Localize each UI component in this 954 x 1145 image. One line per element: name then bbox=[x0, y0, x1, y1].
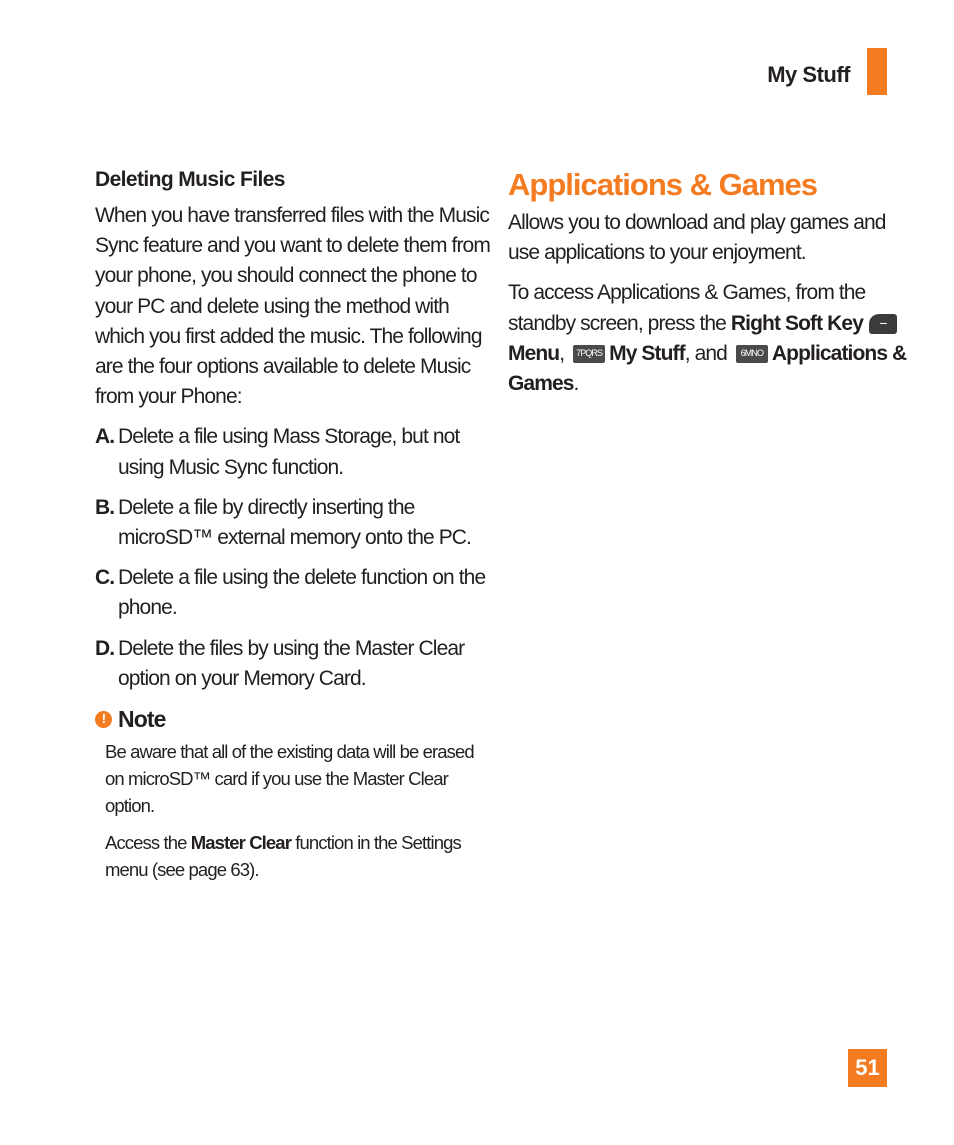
instr-text: , and bbox=[684, 341, 732, 365]
note-text: Access the bbox=[105, 832, 191, 854]
option-b bbox=[95, 493, 495, 553]
note-heading bbox=[95, 704, 495, 734]
option-d bbox=[95, 634, 495, 694]
option-label: D. bbox=[95, 636, 115, 660]
instr-text: , bbox=[559, 341, 570, 365]
option-text: Delete a file by directly inserting the microSD™ external memory onto the PC. bbox=[118, 495, 471, 550]
note-body bbox=[95, 738, 495, 883]
key-6-icon: 6MNO bbox=[736, 345, 768, 363]
deleting-music-heading: Deleting Music Files bbox=[95, 168, 285, 191]
applications-games-term: Applications & Games bbox=[508, 341, 907, 396]
page-number: 51 bbox=[848, 1049, 887, 1087]
right-soft-key-term: Right Soft Key bbox=[730, 311, 863, 335]
section-accent-bar bbox=[867, 48, 887, 95]
note-paragraph-2 bbox=[105, 829, 495, 883]
option-label: A. bbox=[95, 425, 115, 449]
my-stuff-term: My Stuff bbox=[609, 341, 685, 365]
master-clear-term: Master Clear bbox=[190, 832, 291, 854]
exclamation-icon: ! bbox=[95, 711, 112, 728]
option-label: B. bbox=[95, 495, 115, 519]
access-instructions bbox=[508, 278, 908, 399]
note-paragraph-1: Be aware that all of the existing data will be erased on microSD™ card if you use the Master Clear option. bbox=[105, 741, 474, 817]
instr-text: . bbox=[573, 372, 579, 396]
note-text: function in the Settings menu (see page 63). bbox=[105, 832, 461, 881]
applications-games-heading: Applications & Games bbox=[508, 167, 818, 202]
option-label: C. bbox=[95, 566, 115, 590]
option-text: Delete the files by using the Master Clear option on your Memory Card. bbox=[118, 636, 465, 690]
instr-text: To access Applications & Games, from the standby screen, press the bbox=[508, 281, 866, 335]
left-column bbox=[95, 164, 495, 893]
option-a bbox=[95, 422, 495, 482]
intro-paragraph: When you have transferred files with the Music Sync feature and you want to delete them from your phone, you should connect the phone to your PC and delete using the method with which you first added the music. The following are the four options available to delete Music from your Phone: bbox=[95, 204, 490, 409]
option-c bbox=[95, 563, 495, 623]
note-title: Note bbox=[118, 706, 166, 733]
menu-term: Menu bbox=[508, 341, 560, 365]
key-7-icon: 7PQRS bbox=[573, 345, 605, 363]
option-text: Delete a file using Mass Storage, but not using Music Sync function. bbox=[118, 425, 460, 479]
description-paragraph: Allows you to download and play games and use applications to your enjoyment. bbox=[508, 211, 886, 265]
option-text: Delete a file using the delete function on the phone. bbox=[118, 566, 486, 620]
right-column bbox=[508, 166, 908, 409]
right-soft-key-icon: − bbox=[869, 314, 897, 334]
section-title: My Stuff bbox=[767, 62, 850, 87]
